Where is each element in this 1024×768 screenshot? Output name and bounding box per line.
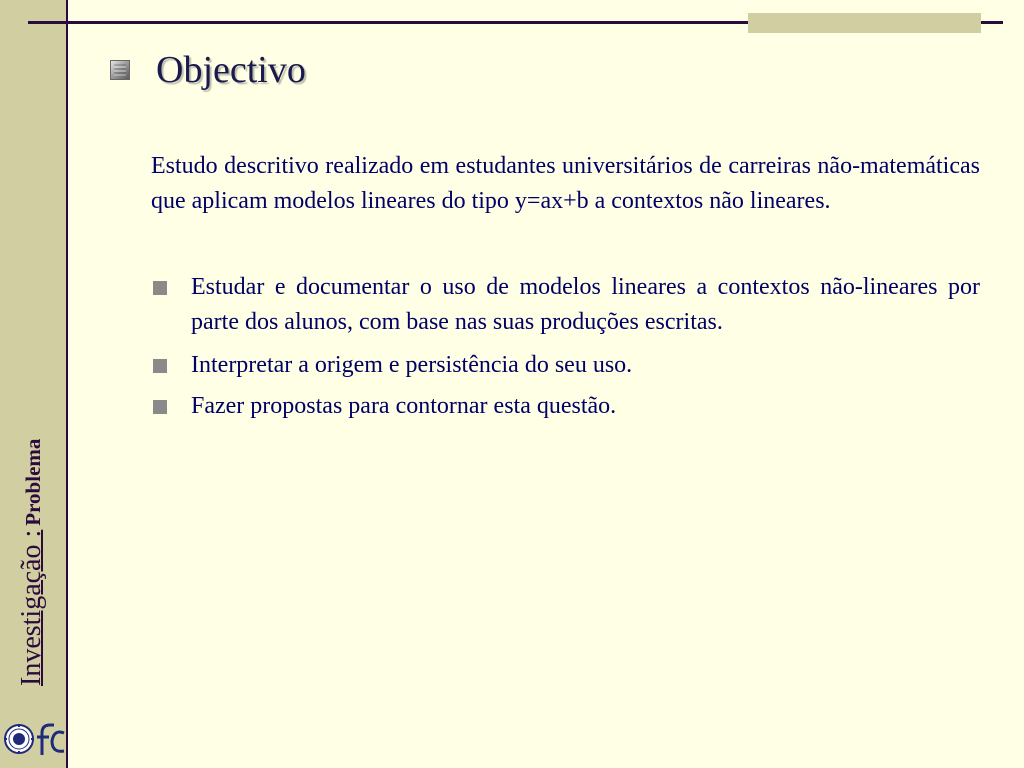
square-bullet-icon <box>153 359 167 373</box>
section-label <box>16 439 48 686</box>
top-accent-bar <box>748 13 981 33</box>
list-item-text: Interpretar a origem e persistência do seu uso. <box>191 352 633 378</box>
square-bullet-icon <box>153 281 167 295</box>
list-item-text: Estudar e documentar o uso de modelos lineares a contextos não-lineares por parte dos alunos, com base nas suas produções escritas. <box>191 274 980 335</box>
fc-seal-logo-icon <box>2 707 66 761</box>
list-item-text: Fazer propostas para contornar esta questão. <box>191 393 617 419</box>
square-bullet-icon <box>153 400 167 414</box>
list-item <box>153 270 980 340</box>
objective-list <box>153 270 980 430</box>
intro-paragraph: Estudo descritivo realizado em estudantes universitários de carreiras não-matemáticas que aplicam modelos lineares do tipo y=ax+b a contextos não lineares. <box>151 153 980 214</box>
list-item <box>153 348 980 383</box>
slide-header <box>110 46 306 94</box>
section-name: Investigação : <box>16 529 47 686</box>
title-bullet-icon <box>110 60 130 80</box>
slide-title: Objectivo <box>156 49 306 91</box>
list-item <box>153 389 980 424</box>
subsection-name: Problema <box>21 438 45 526</box>
side-divider <box>66 0 68 768</box>
